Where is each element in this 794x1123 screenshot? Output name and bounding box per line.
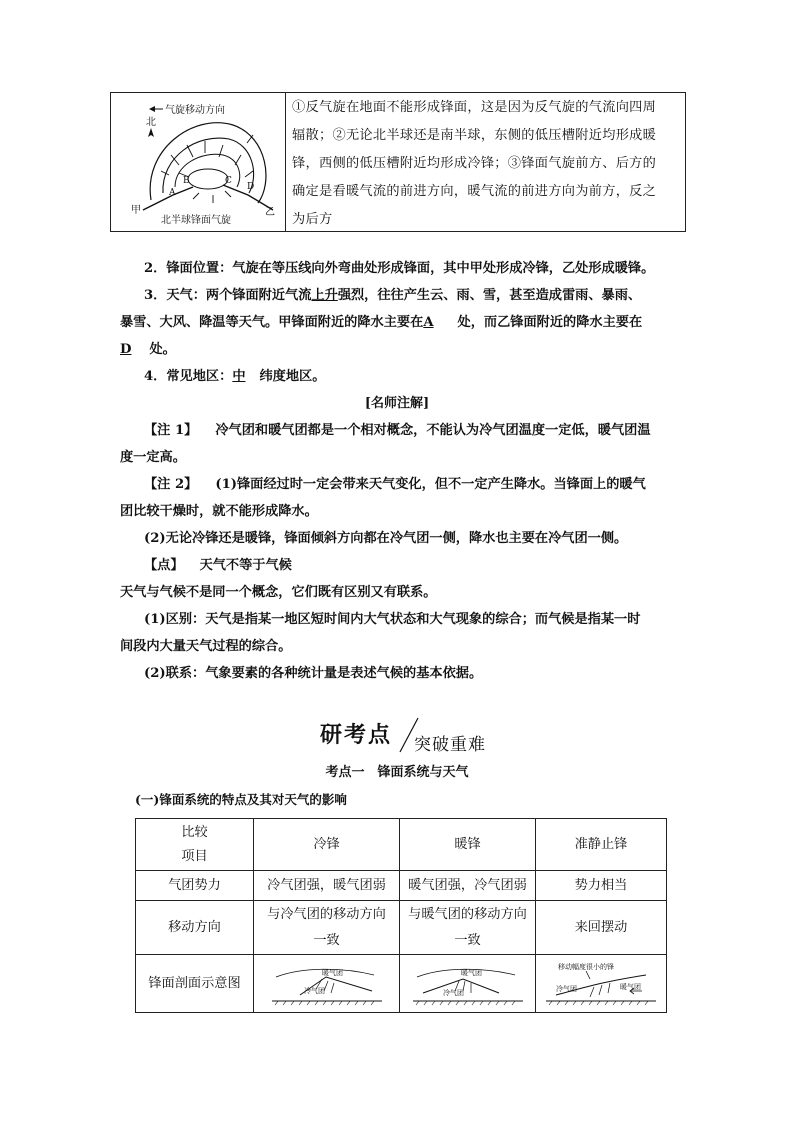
answer-a: A: [423, 315, 434, 330]
note-2-tag: 【注 2】: [144, 477, 198, 492]
diagram-caption: 北半球锋面气旋: [161, 215, 231, 226]
note-2-line-3: (2)无论冷锋还是暖锋，锋面倾斜方向都在冷气团一侧，降水也主要在冷气团一侧。: [144, 531, 628, 546]
note-2-line-2: 团比较干燥时，就不能形成降水。: [120, 504, 318, 519]
explanation-line-1: ①反气旋在地面不能形成锋面，这是因为反气旋的气流向四周: [292, 100, 657, 115]
cold-direction-line-1: 与冷气团的移动方向: [267, 906, 386, 922]
cell-stationary-air-mass: 势力相当: [536, 871, 667, 901]
banner-left: 研考点: [320, 723, 393, 748]
point-a-label: A: [169, 188, 176, 198]
point-difference-line-1: (1)区别：天气是指某一地区短时间内大气状态和大气现象的综合；而气候是指某一时: [144, 612, 641, 627]
table-row-air-mass: [136, 871, 667, 901]
warm-front-sketch: [403, 961, 533, 1007]
cell-warm-air-mass: 暖气团强，冷气团弱: [400, 871, 536, 901]
row-label-direction: 移动方向: [136, 901, 254, 955]
stationary-sketch-cold-label: 冷气团: [556, 984, 577, 993]
cell-cold-profile: [254, 955, 400, 1013]
note-1-line-2: 度一定高。: [120, 450, 186, 465]
explanation-line-4: 确定是看暖气流的前进方向，暖气流的前进方向为前方，反之: [292, 184, 657, 199]
header-cold-front: 冷锋: [254, 819, 400, 871]
point-heading: [144, 553, 292, 579]
cell-warm-profile: [400, 955, 536, 1013]
paragraph-weather-line-1: [144, 283, 641, 309]
note-1-text: 冷气团和暖气团都是一个相对概念，不能认为冷气团温度一定低，暖气团温: [215, 423, 651, 438]
header-item-2: 项目: [181, 848, 208, 864]
yi-label: 乙: [265, 207, 275, 218]
cell-stationary-profile: [536, 955, 667, 1013]
table-row-direction: [136, 901, 667, 955]
cold-sketch-warm-label: 暖气团: [321, 968, 343, 977]
front-comparison-table: [135, 818, 667, 1013]
weather-text-line2-c: 处，而乙锋面附近的降水主要在: [457, 315, 643, 330]
header-warm-front: 暖锋: [400, 819, 536, 871]
subsection-title: (一)锋面系统的特点及其对天气的影响: [135, 792, 347, 807]
cyclone-table: [110, 92, 686, 232]
cell-cold-direction: [254, 901, 400, 955]
point-c-label: C: [225, 176, 232, 186]
answer-d: D: [120, 342, 132, 357]
weather-text-a: 3．天气：两个锋面附近气流: [144, 288, 312, 303]
answer-rising: 上升: [311, 288, 338, 303]
header-stationary-front: 准静止锋: [536, 819, 667, 871]
point-b-label: B: [183, 176, 190, 186]
explanation-line-2: 辐散；②无论北半球还是南半球，东侧的低压槽附近均形成暖: [292, 128, 657, 143]
paragraph-common-region: [144, 364, 325, 390]
cold-front-sketch: [262, 961, 392, 1007]
cell-warm-direction: [400, 901, 536, 955]
table-divider: [285, 93, 286, 231]
section-banner: [316, 716, 516, 756]
arrow-label: 气旋移动方向: [165, 105, 225, 116]
stationary-front-sketch: [536, 961, 666, 1007]
explanation-line-3: 锋，西侧的低压槽附近均形成冷锋；③锋面气旋前方、后方的: [292, 156, 657, 171]
jia-label: 甲: [131, 205, 141, 216]
note-1-line-1: [144, 418, 651, 444]
cyclone-diagram: [113, 95, 283, 229]
point-link: (2)联系：气象要素的各种统计量是表述气候的基本依据。: [144, 666, 483, 681]
section-title: 考点一 锋面系统与天气: [325, 765, 469, 780]
cell-cold-air-mass: 冷气团强，暖气团弱: [254, 871, 400, 901]
cyclone-explanation: [292, 94, 680, 234]
header-item-1: 比较: [181, 824, 208, 840]
table-row-profile: [136, 955, 667, 1013]
banner-right: 突破重难: [414, 735, 486, 755]
movement-arrowhead: [149, 106, 155, 112]
weather-text-line3-b: 处。: [149, 342, 176, 357]
point-tag: 【点】: [144, 558, 184, 573]
note-1-tag: 【注 1】: [144, 423, 198, 438]
row-label-profile: 锋面剖面示意图: [136, 955, 254, 1013]
explanation-line-5: 为后方: [292, 212, 333, 227]
isobar-middle: [163, 138, 254, 193]
paragraph-front-position: 2．锋面位置：气旋在等压线向外弯曲处形成锋面，其中甲处形成冷锋，乙处形成暖锋。: [144, 261, 655, 276]
stationary-sketch-note: 移动幅度很小的锋: [558, 962, 614, 971]
table-header-row: [136, 819, 667, 871]
paragraph-weather-line-2: [120, 310, 642, 336]
note-2-line-1: [144, 472, 646, 498]
warm-direction-line-1: 与暖气团的移动方向: [408, 906, 527, 922]
isobar-core: [188, 169, 228, 189]
answer-middle: 中: [232, 369, 246, 384]
point-title: 天气不等于气候: [199, 558, 292, 573]
region-text-a: 4．常见地区：: [144, 369, 233, 384]
stationary-sketch-warm-label: 暖气团: [620, 982, 641, 991]
cold-sketch-cold-label: 冷气团: [303, 986, 325, 995]
north-label: 北: [146, 117, 156, 128]
region-text-c: 纬度地区。: [259, 369, 326, 384]
point-d-label: D: [247, 182, 255, 192]
point-intro: 天气与气候不是同一个概念，它们既有区别又有联系。: [120, 585, 437, 600]
warm-sketch-cold-label: 冷气团: [442, 988, 464, 997]
weather-text-line2-a: 暴雪、大风、降温等天气。甲锋面附近的降水主要在: [120, 315, 424, 330]
row-label-air-mass: 气团势力: [136, 871, 254, 901]
warm-direction-line-2: 一致: [454, 932, 481, 948]
north-arrow-icon: [148, 128, 154, 137]
cold-direction-line-2: 一致: [313, 932, 340, 948]
cell-stationary-direction: 来回摆动: [536, 901, 667, 955]
weather-text-c: 强烈，往往产生云、雨、雪，甚至造成雷雨、暴雨、: [337, 288, 642, 303]
paragraph-weather-line-3: [120, 337, 176, 363]
notes-title: [名师注解]: [364, 396, 430, 411]
header-item-cell: [136, 819, 254, 871]
point-difference-line-2: 间段内大量天气过程的综合。: [120, 639, 292, 654]
warm-sketch-warm-label: 暖气团: [460, 968, 482, 977]
note-2-text: (1)锋面经过时一定会带来天气变化，但不一定产生降水。当锋面上的暖气: [215, 477, 646, 492]
